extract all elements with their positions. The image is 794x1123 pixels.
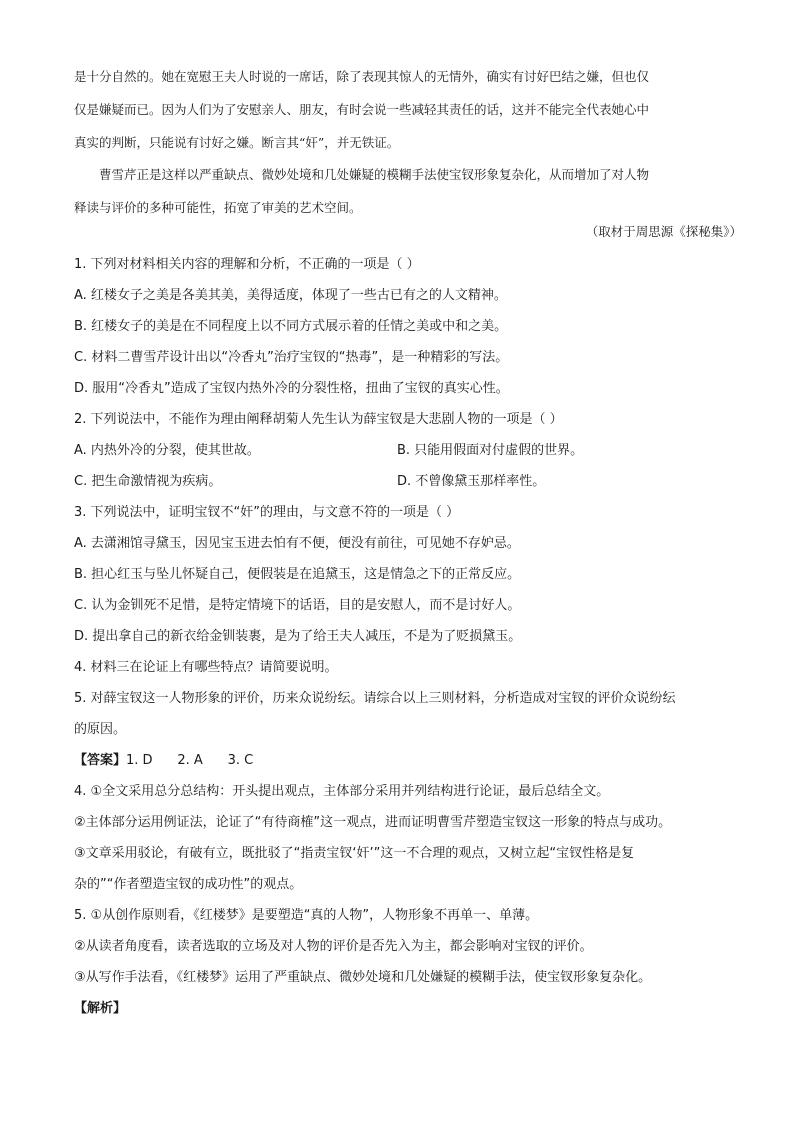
question-4: 4. 材料三在论证上有哪些特点？请简要说明。 xyxy=(74,660,338,675)
question-3-option-b: B. 担心红玉与坠儿怀疑自己，便假装是在追黛玉，这是情急之下的正常反应。 xyxy=(74,567,521,582)
answer-4-line: 杂的”“作者塑造宝钗的成功性”的观点。 xyxy=(74,877,303,892)
question-5-line: 5. 对薛宝钗这一人物形象的评价，历来众说纷纭。请综合以上三则材料，分析造成对宝钗的评价众说纷纭 xyxy=(74,691,676,706)
passage-paragraph-1 xyxy=(74,60,730,159)
answer-label: 【答案】 xyxy=(74,753,127,768)
question-1-stem: 1. 下列对材料相关内容的理解和分析，不正确的一项是（ ） xyxy=(74,257,420,272)
question-2-option-b: B. 只能用假面对付虚假的世界。 xyxy=(397,443,584,458)
passage-line: 释读与评价的多种可能性，拓宽了审美的艺术空间。 xyxy=(74,200,362,215)
question-1-option-c: C. 材料二曹雪芹设计出以“冷香丸”治疗宝钗的“热毒”，是一种精彩的写法。 xyxy=(74,350,509,365)
question-2-options-row-2 xyxy=(74,466,754,497)
answer-4-line: ②主体部分运用例证法，论证了“有待商榷”这一观点，进而证明曹雪芹塑造宝钗这一形象的特点与成功。 xyxy=(74,815,672,830)
question-1-option-d: D. 服用“冷香丸”造成了宝钗内热外冷的分裂性格，扭曲了宝钗的真实心性。 xyxy=(74,381,509,396)
answer-5-line: ③从写作手法看，《红楼梦》运用了严重缺点、微妙处境和几处嫌疑的模糊手法，使宝钗形象复杂化。 xyxy=(74,970,652,985)
question-2-option-a: A. 内热外冷的分裂，使其世故。 xyxy=(74,443,260,458)
analysis-label: 【解析】 xyxy=(74,1001,127,1016)
passage-paragraph-2 xyxy=(74,158,730,224)
passage-line: 曹雪芹正是这样以严重缺点、微妙处境和几处嫌疑的模糊手法使宝钗形象复杂化，从而增加了对人物 xyxy=(99,167,650,182)
answer-5-line: 5. ①从创作原则看，《红楼梦》是要塑造“真的人物”，人物形象不再单一、单薄。 xyxy=(74,908,539,923)
question-3-stem: 3. 下列说法中，证明宝钗不“奸”的理由，与文意不符的一项是（ ） xyxy=(74,505,460,520)
question-3-option-c: C. 认为金钏死不足惜，是特定情境下的话语，目的是安慰人，而不是讨好人。 xyxy=(74,598,521,613)
question-1-option-b: B. 红楼女子的美是在不同程度上以不同方式展示着的任情之美或中和之美。 xyxy=(74,319,508,334)
question-2-stem: 2. 下列说法中，不能作为理由阐释胡菊人先生认为薛宝钗是大悲剧人物的一项是（ ） xyxy=(74,412,563,427)
question-3-option-a: A. 去潇湘馆寻黛玉，因见宝玉进去怕有不便，便没有前往，可见她不存妒忌。 xyxy=(74,536,520,551)
answer-row xyxy=(74,745,754,776)
question-2-option-d: D. 不曾像黛玉那样率性。 xyxy=(397,474,546,489)
question-1-option-a: A. 红楼女子之美是各美其美，美得适度，体现了一些古已有之的人文精神。 xyxy=(74,288,507,303)
question-2-option-c: C. 把生命激情视为疾病。 xyxy=(74,474,222,489)
question-3-option-d: D. 提出拿自己的新衣给金钏装裹，是为了给王夫人减压，不是为了贬损黛玉。 xyxy=(74,629,522,644)
question-2-options-row-1 xyxy=(74,435,754,466)
passage-source: （取材于周思源《探秘集》） xyxy=(585,224,742,239)
questions-section xyxy=(74,249,754,1024)
answer-5-line: ②从读者角度看，读者选取的立场及对人物的评价是否先入为主，都会影响对宝钗的评价。 xyxy=(74,939,593,954)
passage-line: 是十分自然的。她在宽慰王夫人时说的一席话，除了表现其惊人的无情外，确实有讨好巴结之嫌，但也仅 xyxy=(74,69,650,84)
answer-4-line: ③文章采用驳论，有破有立，既批驳了“指责宝钗‘奸’”这一不合理的观点，又树立起“宝钗性格是复 xyxy=(74,846,635,861)
passage-line: 仅是嫌疑而已。因为人们为了安慰亲人、朋友，有时会说一些减轻其责任的话，这并不能完全代表她心中 xyxy=(74,102,650,117)
answer-4-line: 4. ①全文采用总分总结构：开头提出观点，主体部分采用并列结构进行论证，最后总结全文。 xyxy=(74,784,610,799)
passage-line: 真实的判断，只能说有讨好之嫌。断言其“奸”，并无铁证。 xyxy=(74,135,400,150)
answer-choices: 1. D 2. A 3. C xyxy=(126,753,254,768)
question-5-line: 的原因。 xyxy=(74,722,127,737)
